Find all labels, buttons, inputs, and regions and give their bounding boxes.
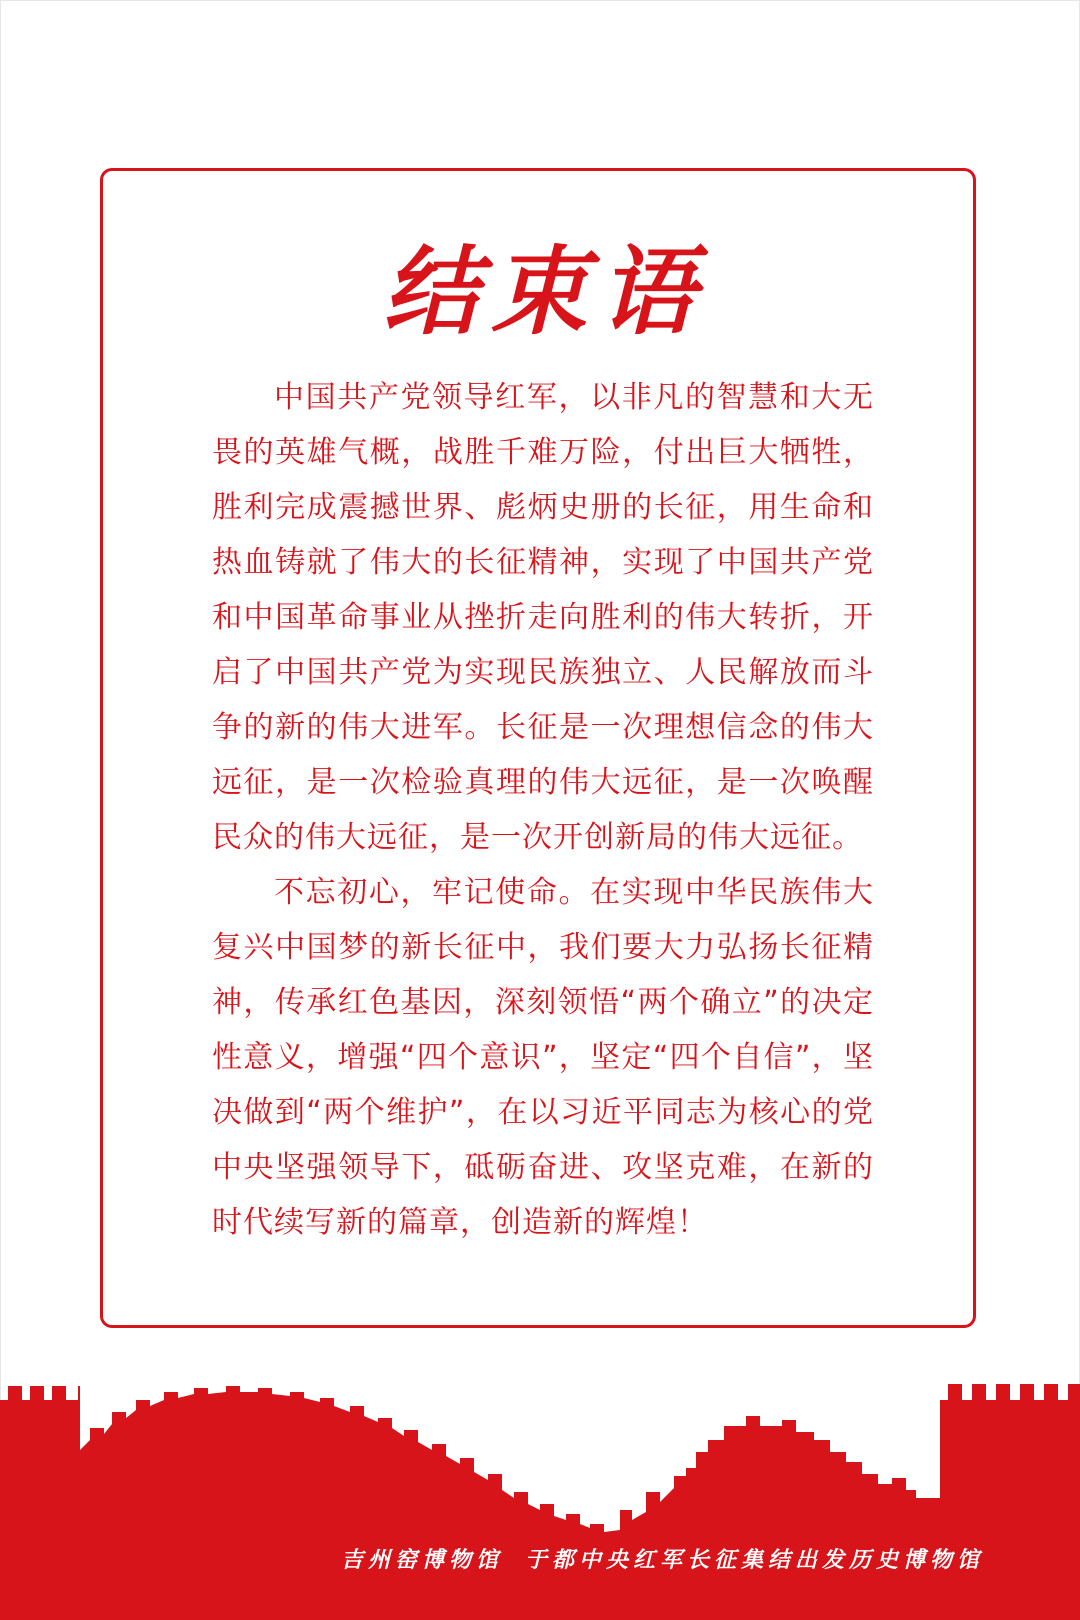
great-wall-silhouette [0, 1380, 1080, 1620]
poster-title: 结束语 [383, 235, 707, 348]
footer-museum-1: 吉州窑博物馆 [340, 1547, 503, 1573]
paragraph-1: 中国共产党领导红军，以非凡的智慧和大无畏的英雄气概，战胜千难万险，付出巨大牺牲，胜利完成震撼世界、彪炳史册的长征，用生命和热血铸就了伟大的长征精神，实现了中国共产党和中国革命事业从挫折走向胜利的伟大转折，开启了中国共产党为实现民族独立、人民解放而斗争的新的伟大进军。长征是一次理想信念的伟大远征，是一次检验真理的伟大远征，是一次唤醒民众的伟大远征，是一次开创新局的伟大远征。 [212, 380, 874, 855]
footer-museum-2: 于都中央红军长征集结出发历史博物馆 [524, 1547, 984, 1573]
footer-credits [341, 1543, 984, 1574]
paragraph-2: 不忘初心，牢记使命。在实现中华民族伟大复兴中国梦的新长征中，我们要大力弘扬长征精神，传承红色基因，深刻领悟“两个确立”的决定性意义，增强“四个意识”，坚定“四个自信”，坚决做到“两个维护”，在以习近平同志为核心的党中央坚强领导下，砥砺奋进、攻坚克难，在新的时代续写新的篇章，创造新的辉煌！ [212, 875, 874, 1240]
great-wall-shape [0, 1384, 1080, 1620]
body-text [212, 370, 874, 1250]
